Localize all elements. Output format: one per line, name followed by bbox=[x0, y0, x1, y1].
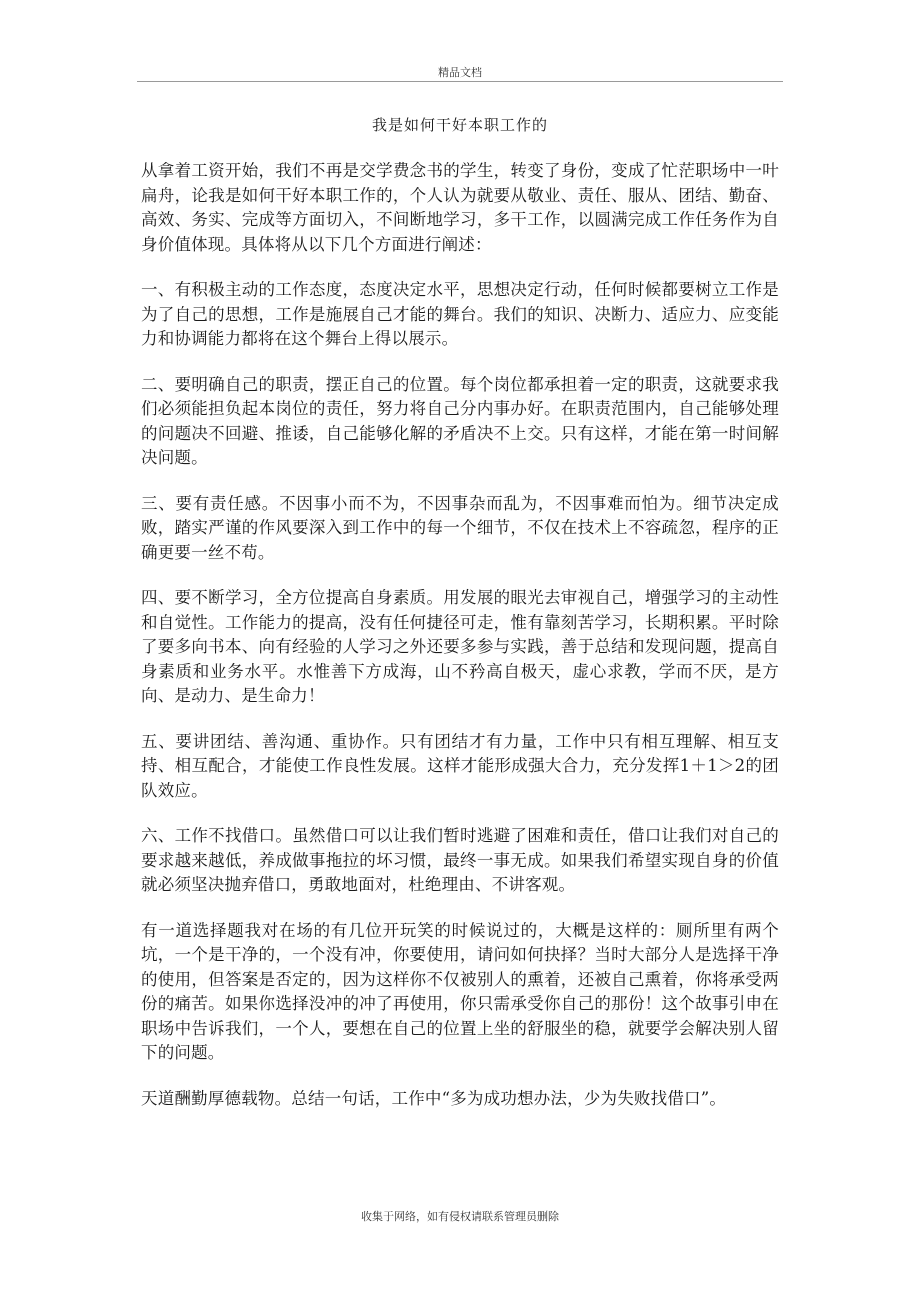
paragraph-point-3: 三、要有责任感。不因事小而不为，不因事杂而乱为，不因事难而怕为。细节决定成败，踏实严谨的作风要深入到工作中的每一个细节，不仅在技术上不容疏忽，程序的正确更要一丝不苟。 bbox=[141, 493, 779, 562]
paragraph-intro: 从拿着工资开始，我们不再是交学费念书的学生，转变了身份，变成了忙茫职场中一叶扁舟，论我是如何干好本职工作的，个人认为就要从敬业、责任、服从、团结、勤奋、高效、务实、完成等方面切入，不间断地学习，多干工作，以圆满完成工作任务作为自身价值体现。具体将从以下几个方面进行阐述： bbox=[141, 161, 779, 254]
document-body bbox=[141, 159, 779, 1132]
page-header-label: 精品文档 bbox=[438, 66, 482, 79]
paragraph-story: 有一道选择题我对在场的有几位开玩笑的时候说过的，大概是这样的：厕所里有两个坑，一个是干净的，一个没有冲，你要使用，请问如何抉择？当时大部分人是选择干净的使用，但答案是否定的，因为这样你不仅被别人的熏着，还被自己熏着，你将承受两份的痛苦。如果你选择没冲的冲了再使用，你只需承受你自己的那份！这个故事引申在职场中告诉我们，一个人，要想在自己的位置上坐的舒服坐的稳，就要学会解决别人留下的问题。 bbox=[141, 920, 779, 1062]
paragraph-point-6: 六、工作不找借口。虽然借口可以让我们暂时逃避了困难和责任，借口让我们对自己的要求越来越低，养成做事拖拉的坏习惯，最终一事无成。如果我们希望实现自身的价值就必须坚决抛弃借口，勇敢地面对，杜绝理由、不讲客观。 bbox=[141, 826, 779, 894]
header-divider bbox=[137, 81, 783, 82]
paragraph-conclusion: 天道酬勤厚德载物。总结一句话，工作中“多为成功想办法，少为失败找借口”。 bbox=[141, 1088, 727, 1108]
document-title: 我是如何干好本职工作的 bbox=[371, 116, 548, 134]
paragraph-point-2: 二、要明确自己的职责，摆正自己的位置。每个岗位都承担着一定的职责，这就要求我们必须能担负起本岗位的责任，努力将自己分内事办好。在职责范围内，自己能够处理的问题决不回避、推诿，自己能够化解的矛盾决不上交。只有这样，才能在第一时间解决问题。 bbox=[141, 374, 779, 467]
page-footer-label: 收集于网络，如有侵权请联系管理员删除 bbox=[361, 1210, 559, 1223]
paragraph-point-5: 五、要讲团结、善沟通、重协作。只有团结才有力量，工作中只有相互理解、相互支持、相互配合，才能使工作良性发展。这样才能形成强大合力，充分发挥1＋1＞2的团队效应。 bbox=[141, 731, 779, 800]
paragraph-point-4: 四、要不断学习，全方位提高自身素质。用发展的眼光去审视自己，增强学习的主动性和自觉性。工作能力的提高，没有任何捷径可走，惟有靠刻苦学习，长期积累。平时除了要多向书本、向有经验的人学习之外还要多参与实践，善于总结和发现问题，提高自身素质和业务水平。水惟善下方成海，山不矜高自极天，虚心求教，学而不厌，是方向、是动力、是生命力！ bbox=[141, 588, 779, 705]
paragraph-point-1: 一、有积极主动的工作态度，态度决定水平，思想决定行动，任何时候都要树立工作是为了自己的思想，工作是施展自己才能的舞台。我们的知识、决断力、适应力、应变能力和协调能力都将在这个舞台上得以展示。 bbox=[141, 280, 779, 348]
